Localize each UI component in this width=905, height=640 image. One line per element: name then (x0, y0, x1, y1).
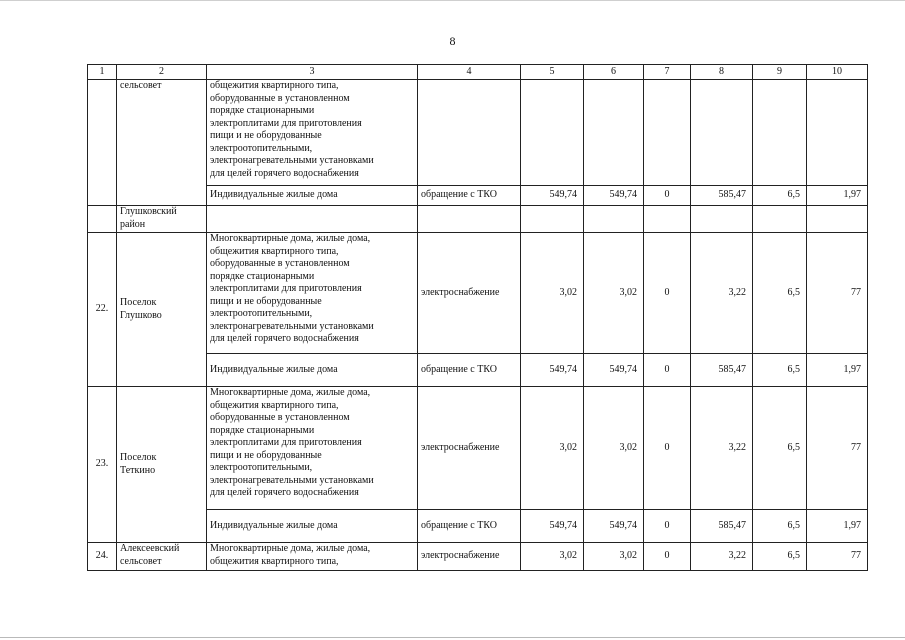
value-cell: 3,02 (584, 543, 644, 571)
description-cell: Индивидуальные жилые дома (207, 510, 418, 543)
value-cell (644, 80, 691, 186)
value-cell (584, 206, 644, 233)
value-cell: 6,5 (753, 186, 807, 206)
value-cell: 1,97 (807, 354, 868, 387)
header-cell: 4 (418, 65, 521, 80)
table-row (88, 80, 868, 186)
value-cell: 0 (644, 354, 691, 387)
value-cell: 3,02 (584, 233, 644, 354)
place-cell: Алексеевский сельсовет (117, 543, 207, 571)
district-row (88, 206, 868, 233)
value-cell: 549,74 (584, 186, 644, 206)
service-cell (418, 80, 521, 186)
service-cell: электроснабжение (418, 233, 521, 354)
top-scan-edge (0, 0, 905, 1)
value-cell: 1,97 (807, 186, 868, 206)
value-cell: 3,02 (584, 387, 644, 510)
value-cell: 6,5 (753, 233, 807, 354)
description-cell: Индивидуальные жилые дома (207, 186, 418, 206)
value-cell: 0 (644, 387, 691, 510)
value-cell: 585,47 (691, 186, 753, 206)
description-cell: Многоквартирные дома, жилые дома, общежития квартирного типа, оборудованные в установленном порядке стационарными электроплитами для приготовления пищи и не оборудованные электроотопительными, электронагревательными установками для целей горячего водоснабжения (207, 387, 418, 510)
description-cell: Индивидуальные жилые дома (207, 354, 418, 387)
header-cell: 2 (117, 65, 207, 80)
row-number-cell: 23. (88, 387, 117, 543)
value-cell: 3,22 (691, 387, 753, 510)
page-number: 8 (449, 34, 456, 48)
value-cell: 549,74 (521, 186, 584, 206)
value-cell: 77 (807, 543, 868, 571)
header-cell: 5 (521, 65, 584, 80)
header-cell: 8 (691, 65, 753, 80)
value-cell (807, 80, 868, 186)
value-cell: 3,02 (521, 233, 584, 354)
header-cell: 6 (584, 65, 644, 80)
value-cell: 6,5 (753, 387, 807, 510)
value-cell: 77 (807, 387, 868, 510)
value-cell (644, 206, 691, 233)
value-cell: 585,47 (691, 354, 753, 387)
bottom-scan-edge (0, 637, 905, 638)
value-cell: 77 (807, 233, 868, 354)
value-cell: 0 (644, 186, 691, 206)
value-cell: 0 (644, 510, 691, 543)
service-cell: обращение с ТКО (418, 186, 521, 206)
value-cell: 1,97 (807, 510, 868, 543)
table-row (88, 387, 868, 510)
row-number-cell (88, 206, 117, 233)
table-row (88, 543, 868, 571)
value-cell (691, 80, 753, 186)
value-cell: 3,22 (691, 233, 753, 354)
value-cell: 549,74 (521, 510, 584, 543)
header-cell: 9 (753, 65, 807, 80)
description-cell (207, 206, 418, 233)
header-cell: 10 (807, 65, 868, 80)
service-cell: обращение с ТКО (418, 510, 521, 543)
header-row (88, 65, 868, 80)
value-cell (691, 206, 753, 233)
value-cell: 0 (644, 233, 691, 354)
value-cell: 549,74 (521, 354, 584, 387)
value-cell: 3,22 (691, 543, 753, 571)
value-cell (807, 206, 868, 233)
service-cell: электроснабжение (418, 543, 521, 571)
district-name-cell: Глушковский район (117, 206, 207, 233)
place-cell: Поселок Глушково (117, 233, 207, 387)
header-cell: 3 (207, 65, 418, 80)
value-cell: 6,5 (753, 543, 807, 571)
value-cell: 6,5 (753, 510, 807, 543)
value-cell: 3,02 (521, 543, 584, 571)
row-number-cell (88, 80, 117, 206)
description-cell: общежития квартирного типа, оборудованные в установленном порядке стационарными электроплитами для приготовления пищи и не оборудованные электроотопительными, электронагревательными установками для целей горячего водоснабжения (207, 80, 418, 186)
service-cell: обращение с ТКО (418, 354, 521, 387)
tariff-table (87, 64, 868, 571)
header-cell: 7 (644, 65, 691, 80)
value-cell: 549,74 (584, 510, 644, 543)
service-cell (418, 206, 521, 233)
value-cell (753, 206, 807, 233)
value-cell (584, 80, 644, 186)
service-cell: электроснабжение (418, 387, 521, 510)
value-cell: 585,47 (691, 510, 753, 543)
description-cell: Многоквартирные дома, жилые дома, общежития квартирного типа, оборудованные в установленном порядке стационарными электроплитами для приготовления пищи и не оборудованные электроотопительными, электронагревательными установками для целей горячего водоснабжения (207, 233, 418, 354)
value-cell: 3,02 (521, 387, 584, 510)
value-cell (521, 80, 584, 186)
row-number-cell: 22. (88, 233, 117, 387)
row-number-cell: 24. (88, 543, 117, 571)
place-cell: Поселок Теткино (117, 387, 207, 543)
place-cell: сельсовет (117, 80, 207, 206)
value-cell (521, 206, 584, 233)
table-row (88, 233, 868, 354)
value-cell: 549,74 (584, 354, 644, 387)
value-cell (753, 80, 807, 186)
value-cell: 6,5 (753, 354, 807, 387)
description-cell: Многоквартирные дома, жилые дома, общежития квартирного типа, (207, 543, 418, 571)
value-cell: 0 (644, 543, 691, 571)
header-cell: 1 (88, 65, 117, 80)
